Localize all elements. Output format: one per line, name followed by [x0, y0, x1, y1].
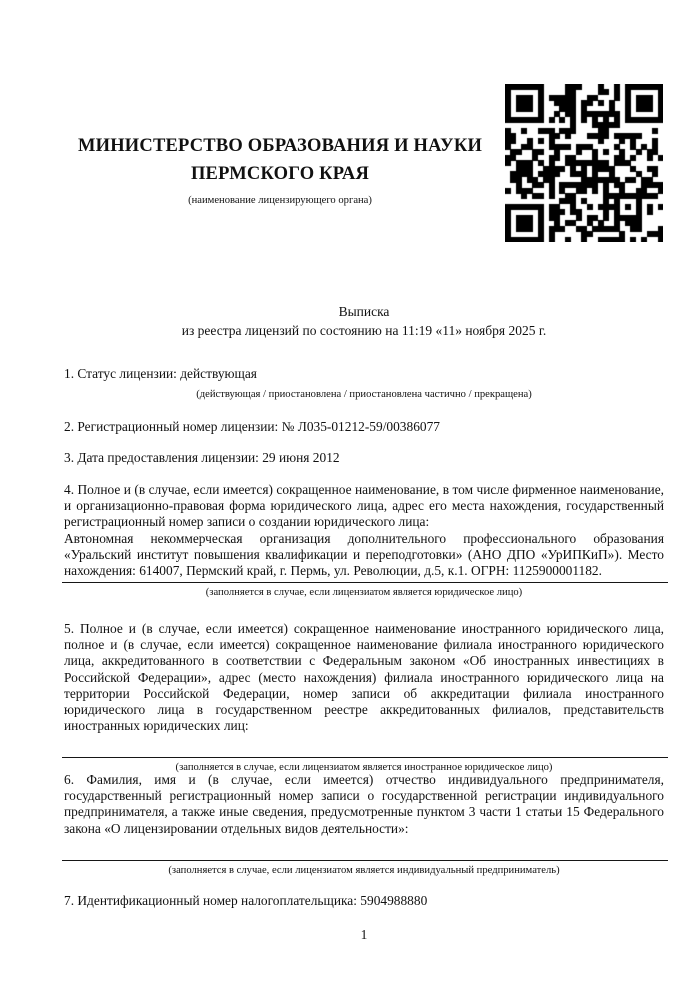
item-4-value: Автономная некоммерческая организация дополнительного профессионального образования «Уральский институт повышения квалификации и переподготовки» (АНО ДПО «УрИПКиП»). Место нахождения: 614007, Пермский край, г. Пермь, ул. Революции, д.5, к.1. ОГРН: 1125900001182.	[62, 531, 668, 584]
item-7-taxpayer-number: 7. Идентификационный номер налогоплательщика: 5904988880	[64, 893, 428, 908]
item-5-blank-line	[62, 757, 668, 758]
item-5-label: 5. Полное и (в случае, если имеется) сокращенное наименование иностранного юридического лица, полное и (в случае, если имеется) сокращенное наименование филиала иностранного юридического лица, аккредитованного в соответствии с Федеральным законом «Об иностранных инвестициях в Российской Федерации», адрес (место нахождения) филиала иностранного юридического лица на территории Российской Федерации, номер записи об аккредитации филиала иностранного юридического лица в государственном реестре аккредитованных филиалов, представительств иностранных юридических лиц:	[64, 621, 664, 734]
item-3-grant-date: 3. Дата предоставления лицензии: 29 июня 2012	[64, 450, 340, 465]
ministry-name-line2: ПЕРМСКОГО КРАЯ	[190, 164, 370, 184]
licensing-authority-block	[62, 132, 498, 207]
item-6-individual-entrepreneur	[64, 772, 664, 877]
document-title-block	[64, 302, 664, 340]
ministry-name-line1: МИНИСТЕРСТВО ОБРАЗОВАНИЯ И НАУКИ	[77, 136, 483, 156]
item-5-foreign-entity	[64, 621, 664, 774]
item-2-registration-number: 2. Регистрационный номер лицензии: № Л035-01212-59/00386077	[64, 419, 440, 434]
document-title: Выписка	[338, 304, 390, 319]
item-5-caption: (заполняется в случае, если лицензиатом является иностранное юридическое лицо)	[175, 762, 553, 774]
qr-code	[505, 84, 663, 242]
item-4-label: 4. Полное и (в случае, если имеется) сокращенное наименование, в том числе фирменное наименование, и организационно-правовая форма юридического лица, адрес его места нахождения, государственный регистрационный номер записи о создании юридического лица:	[64, 482, 664, 530]
item-6-blank-line	[62, 860, 668, 861]
page-number: 1	[360, 927, 368, 942]
item-1-status: 1. Статус лицензии: действующая	[64, 366, 257, 381]
item-4-legal-entity	[64, 482, 664, 599]
licensing-authority-caption: (наименование лицензирующего органа)	[188, 195, 372, 206]
qr-code-image	[505, 84, 663, 242]
item-6-caption: (заполняется в случае, если лицензиатом является индивидуальный предприниматель)	[168, 864, 560, 876]
item-1-status-caption: (действующая / приостановлена / приостановлена частично / прекращена)	[196, 389, 532, 400]
item-4-caption: (заполняется в случае, если лицензиатом является юридическое лицо)	[205, 587, 523, 599]
item-6-label: 6. Фамилия, имя и (в случае, если имеется) отчество индивидуального предпринимателя, государственный регистрационный номер записи о государственной регистрации индивидуального предпринимателя, а также иные сведения, предусмотренные пунктом 3 части 1 статьи 15 Федерального закона «О лицензировании отдельных видов деятельности»:	[64, 772, 664, 836]
document-subtitle: из реестра лицензий по состоянию на 11:19 «11» ноября 2025 г.	[181, 323, 547, 338]
